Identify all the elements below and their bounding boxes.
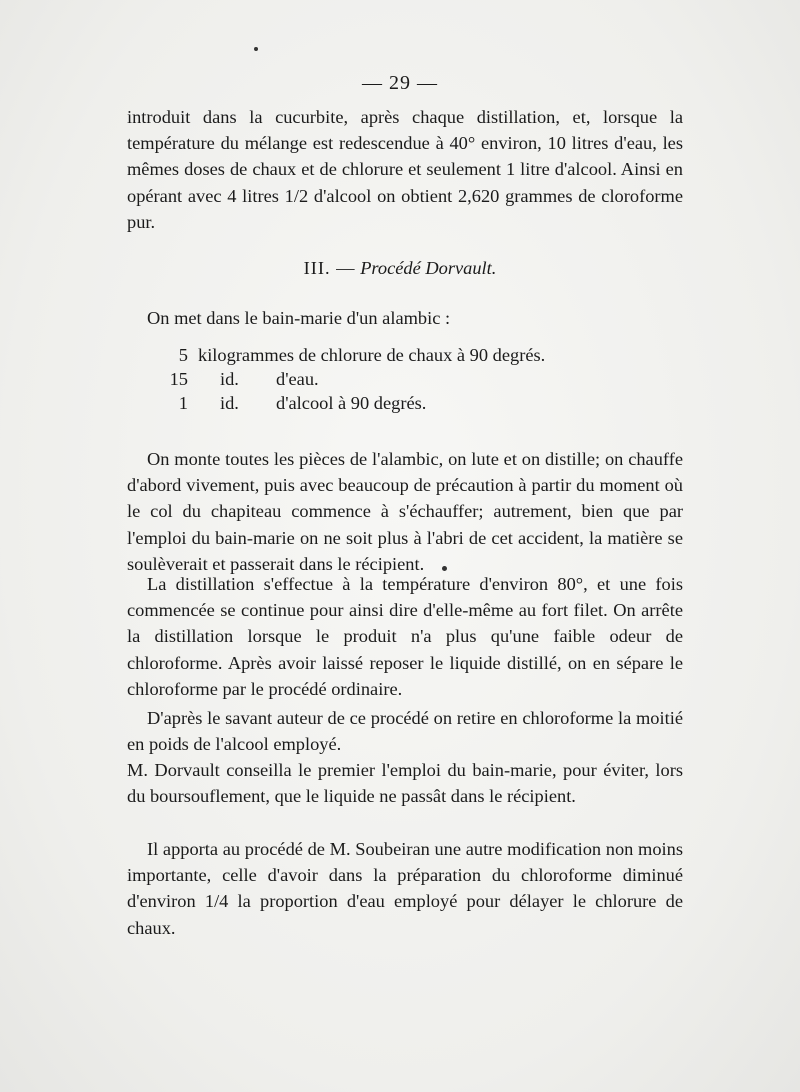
- recipe-row: [160, 367, 545, 391]
- recipe-description: d'eau.: [276, 369, 319, 389]
- recipe-row: [160, 343, 545, 367]
- recipe-id: id.: [220, 369, 239, 389]
- recipe-quantity: 15: [169, 369, 188, 389]
- recipe-id: id.: [220, 393, 239, 413]
- paragraph-6: [127, 757, 683, 809]
- section-number: III. —: [303, 258, 356, 278]
- paragraph-2: [127, 305, 683, 331]
- paragraph-3: [127, 446, 683, 577]
- paragraph-7-text: Il apporta au procédé de M. Soubeiran une autre modification non moins importante, celle d'avoir dans la préparation du chloroforme diminué d'environ 1/4 la proportion d'eau employé pour délayer le chlorure de chaux.: [127, 839, 683, 938]
- paragraph-2-text: On met dans le bain-marie d'un alambic :: [147, 308, 451, 328]
- paragraph-6-text: M. Dorvault conseilla le premier l'emploi du bain-marie, pour éviter, lors du boursouflement, que le liquide ne passât dans le récipient.: [127, 760, 683, 807]
- paragraph-5: [127, 705, 683, 757]
- recipe-row: [160, 391, 545, 415]
- recipe-list: [160, 343, 545, 415]
- page-number: — 29 —: [362, 72, 438, 94]
- recipe-description: kilogrammes de chlorure de chaux à 90 degrés.: [198, 345, 546, 365]
- recipe-quantity: 1: [178, 393, 188, 413]
- paragraph-1: [127, 104, 683, 235]
- paragraph-4-text: La distillation s'effectue à la température d'environ 80°, et une fois commencée se continue pour ainsi dire d'elle-même au fort filet. On arrête la distillation lorsque le produit n'a plus qu'une faible odeur de chloroforme. Après avoir laissé reposer le liquide distillé, on en sépare le chloroforme par le procédé ordinaire.: [127, 574, 683, 699]
- paragraph-3-text: On monte toutes les pièces de l'alambic, on lute et on distille; on chauffe d'abord vivement, puis avec beaucoup de précaution à partir du moment où le col du chapiteau commence à s'échauffer; autrement, bien que par l'emploi du bain-marie on ne soit plus à l'abri de cet accident, la matière se soulèverait et passerait dans le récipient.: [127, 449, 683, 574]
- paragraph-1-text: introduit dans la cucurbite, après chaque distillation, et, lorsque la température du mélange est redescendue à 40° environ, 10 litres d'eau, les mêmes doses de chaux et de chlorure et seulement 1 litre d'alcool. Ainsi en opérant avec 4 litres 1/2 d'alcool on obtient 2,620 grammes de cloroforme pur.: [127, 107, 683, 232]
- ink-speck: [254, 47, 258, 51]
- section-heading: [0, 258, 800, 279]
- recipe-description: d'alcool à 90 degrés.: [276, 393, 427, 413]
- recipe-quantity: 5: [178, 345, 188, 365]
- paragraph-7: [127, 836, 683, 941]
- paragraph-5-text: D'après le savant auteur de ce procédé on retire en chloroforme la moitié en poids de l'alcool employé.: [127, 708, 683, 755]
- section-title: Procédé Dorvault.: [360, 258, 497, 278]
- paragraph-4: [127, 571, 683, 702]
